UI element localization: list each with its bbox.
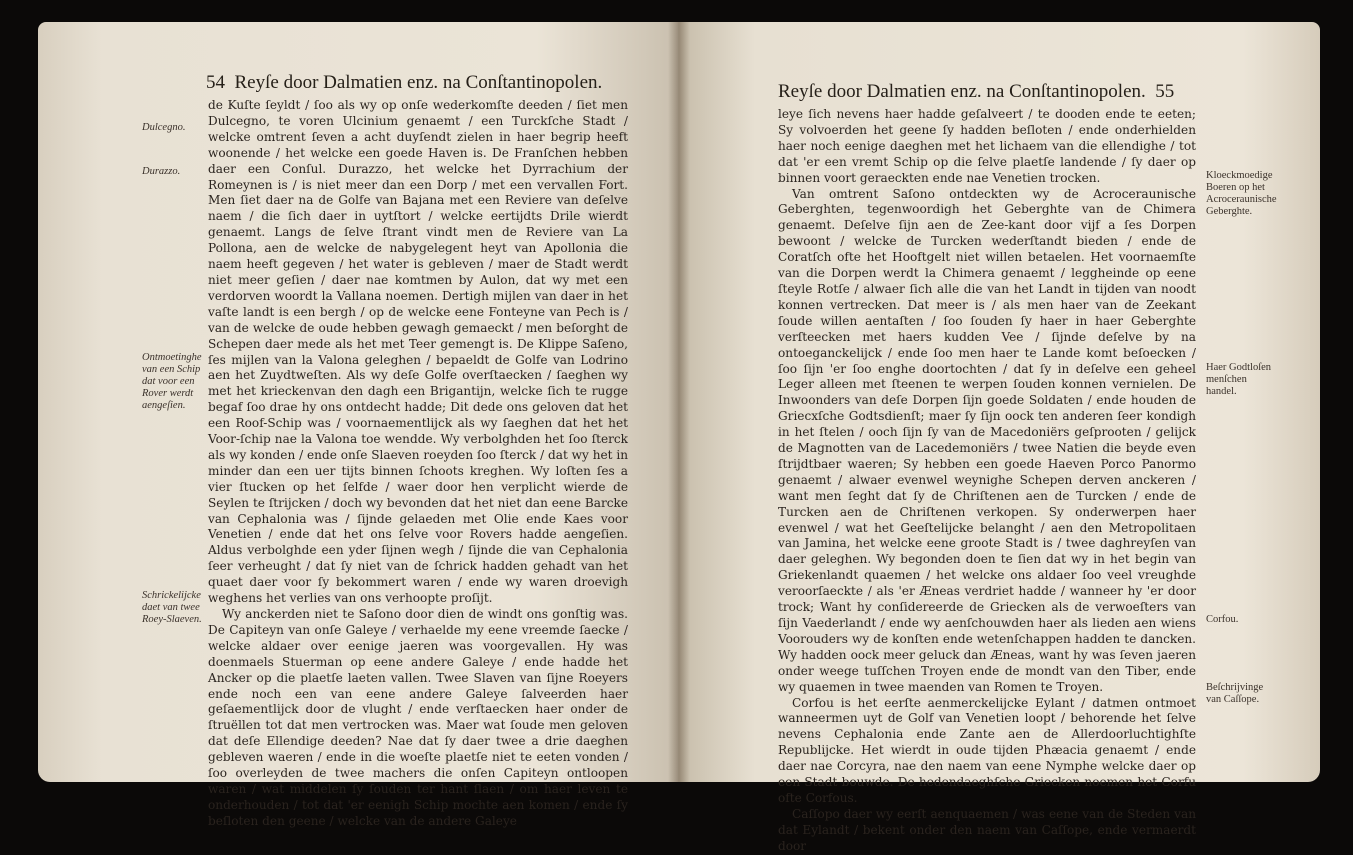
right-page	[678, 22, 1320, 853]
margin-note-durazzo: Durazzo.	[142, 166, 181, 177]
right-body-text	[778, 107, 1196, 855]
margin-note-corfou: Corfou.	[1206, 614, 1239, 625]
margin-note-ship-encounter: Ontmoetinghe van een Schip dat voor een Rover werdt aengeſien.	[142, 352, 202, 411]
left-body-text	[208, 98, 628, 830]
right-running-title: Reyſe door Dalmatien enz. na Conſtantinopolen.	[778, 81, 1146, 102]
right-page-number: 55	[1155, 81, 1175, 102]
left-page	[38, 22, 678, 828]
right-running-header	[778, 81, 1174, 103]
book-gutter	[668, 22, 690, 782]
margin-note-dulcegno: Dulcegno.	[142, 122, 186, 133]
left-running-title: Reyſe door Dalmatien enz. na Conſtantinopolen.	[234, 72, 603, 93]
margin-note-slaves: Schrickelijcke daet van twee Roey-Slaeven.	[142, 590, 202, 625]
margin-note-cassope: Beſchrijvinge van Caſſope.	[1206, 682, 1264, 705]
paragraph: Corfou is het eerſte aenmerckelijcke Eylant / datmen ontmoet wanneermen uyt de Golf van Venetien loopt / behorende het ſelve nevens Cephalonia ende Zante aen de Allerdoorluchtighſte Republijcke. Het wierdt in oude tijden Phæacia genaemt / ende daer nae Corcyra, nae den naem van eene Nymphe welcke daer op een Stadt bouwde. De hedendaeghſche Griecken noemen het Corfu ofte Corfous.	[778, 695, 1196, 805]
margin-note-farmers: Kloeckmoedige Boeren op het Acroceraunische Geberghte.	[1206, 170, 1277, 217]
paragraph: Caſſopo daer wy eerſt aenquaemen / was eene van de Steden van dat Eylandt / bekent onder den naem van Caſſope, ende vermaerdt door	[778, 806, 1196, 853]
margin-note-godless-trade: Haer Godtloſen menſchen handel.	[1206, 362, 1272, 397]
paragraph: leye ſich nevens haer hadde geſalveert / te dooden ende te eeten; Sy volvoerden het geene ſy hadden beſloten / ende onderhielden haer noch eenige daeghen met het lichaem van die ellendighe / tot dat 'er een vremt Schip op die ſelve plaetſe landende / ſy daer op binnen voort geraeckten ende nae Venetien trocken.	[778, 107, 1196, 185]
paragraph: Wy anckerden niet te Saſono door dien de windt ons gonſtig was. De Capiteyn van onſe Galeye / verhaelde my eene vreemde ſaecke / welcke aldaer over eenige jaeren was voorgevallen. Hy was doenmaels Stuerman op eene andere Galeye / ende hadde het Ancker op die plaetſe laeten vallen. Twee Slaven van ſijne Roeyers ende noch een van eene andere Galeye ſalveerden haer geſaementlijck door de vlught / ende verſtaecken haer onder de ſtruëllen tot dat men vertrocken was. Maer wat ſoude men geloven dat deſe Ellendige deeden? Nae dat ſy daer twee a drie daeghen gebleven waeren / ende in die woeſte plaetſe niet te eeten vonden / ſoo overleyden de twee machers die onſen Capiteyn ontloopen waren / wat middelen ſy ſouden ter hant ſlaen / om haer leven te onderhouden / tot dat 'er eenigh Schip mochte aen komen / ende ſy beſloten den geene / welcke van de andere Galeye	[208, 607, 628, 828]
left-running-header	[206, 72, 602, 94]
paragraph: de Kuſte ſeyldt / ſoo als wy op onſe wederkomſte deeden / ſiet men Dulcegno, te voren Ulcinium genaemt / een Turckſche Stadt / welcke omtrent ſeven a acht duyſendt zielen in haer begrip heeft woonende / het welcke een goede Haven is. De Franſchen hebben daer een Conſul. Durazzo, het welcke het Dyrrachium der Romeynen is / is niet meer dan een Dorp / met een vervallen Fort. Men ſiet daer na de Golfe van Bajana met een Reviere van deſelve naem / die ſich daer in uytſtort / welcke eertijdts Drile wierdt genaemt. Langs de ſelve ſtrant vindt men de Reviere van La Pollona, aen de welcke de nabygelegent heyt van Apollonia die naem heeft gegeven / het water is gebleven / maer de Stadt werdt niet meer geſien / daer nae komtmen by Aulon, dat wy met een verdorven woordt la Vallana noemen. Dertigh mijlen van daer in het vaſte landt is een bergh / op de welcke eene Fonteyne van Pech is / van de welcke de oude hebben gewagh gemaeckt / men beſorght de Schepen daer mede als het met Teer gemengt is. De Klippe Saſeno, ſes mijlen van la Valona geleghen / bepaeldt de Golfe van Lodrino aen het Zuydtweſten. Als wy deſe Golfe overſtaecken / ſaeghen wy met het krieckenvan den dagh een Brigantijn, welcke ſich te rugge begaf ſoo drae hy ons ontdecht hadde; Dit dede ons geloven dat het een Roof-Schip was / voornaementlijck als wy ſaeghen dat het het Voor-ſchip nae la Valona toe wendde. Wy verbolghden het ſoo ſterck als wy konden / ende onſe Slaeven roeyden ſoo ſterck / dat wy het in minder dan een uer tijts binnen ſchoots kreghen. Wy loſten ſes a vier ſtucken op het ſelfde / waer door hen verplicht wierde de Seylen te ſtrijcken / doch wy bevonden dat het niet dan eene Barcke van Cephalonia was / ſijnde gelaeden met Olie ende Kaes voor Venetien / ende dat het ons ſelve voor Rovers hadde aengeſien. Aldus verbolghde een yder ſijnen wegh / ſijnde die van Cephalonia ſeer verheught / dat ſy niet van de ſchrick hadden gehadt van het quaet daer voor ſy bekommert waren / ende wy waren droevigh weghens het verlies van ons verhoopte proſijt.	[208, 98, 628, 606]
left-page-number: 54	[206, 72, 225, 93]
paragraph: Van omtrent Saſono ontdeckten wy de Acroceraunische Geberghten, tegenwoordigh het Geberghte van de Chimera genaemt. Deſelve ſijn aen de Zee-kant door vijf a ſes Dorpen bewoont / welcke de Turcken wederſtandt bieden / ende de Coratſch ofte het Hooftgelt niet willen betaelen. Het voornaemſte van die Dorpen werdt la Chimera genaemt / leggheinde op eene ſteyle Rotſe / alwaer ſich alle die van het Landt in tijden van noodt konnen vertrecken. Dat meer is / als men haer van de Zeekant ſoude willen aentaſten / ſoo ſouden ſy haer in haer Geberghte verſteecken met haers kudden Vee / ſijnde deſelve by na ontoeganckelijck / ende ſoo men haer te Lande komt beſoecken / ſoo ſijn 'er ſoo enghe doortochten / dat ſy in deſelve een geheel Leger alleen met ſteenen te werpen ſouden konnen vernielen. De Inwoonders van deſe Dorpen ſijn goede Soldaten / ende houden de Griecxſche Godtsdienſt; maer ſy ſijn oock ten anderen ſeer kondigh in het ſtelen / ooch ſijn ſy van de Macedoniërs geſprooten / gelijck de Magnotten van de Lacedemoniërs / twee Natien die beyde even ſtrijdtbaer waeren; Sy hebben een goede Haeven Porco Panormo genaemt / alwaer evenwel weynighe Schepen derven anckeren / want men ſeght dat ſy de Chriſtenen aen de Turcken / ende de Turcken aen de Chriſtenen verkopen. Sy onderwerpen haer evenwel / wat het Geeſtelijcke belanght / aen den Metropolitaen van Jamina, het welcke eene groote Stadt is / twee daghreyſen van daer geleghen. Wy begonden doen te ſien dat wy in het begin van Griekenlandt quaemen / het welcke ons aldaer ſoo veel vreughde veroorſaeckte / als 'er Æneas verdriet hadde / wanneer hy 'er door trock; Want hy conſidereerde de Griecken als de verwoeſters van ſijn Vaederlandt / ende wy aenſchouwden haer als lieden aen wiens Voorouders wy de konſten ende wetenſchappen hadden te dancken. Wy hadden oock meer geluck dan Æneas, want hy was ſeven jaeren onder weege tuſſchen Troyen ende de mondt van den Tiber, ende wy quaemen in twee maenden van Romen te Troyen.	[778, 186, 1196, 694]
open-book	[38, 22, 1320, 853]
